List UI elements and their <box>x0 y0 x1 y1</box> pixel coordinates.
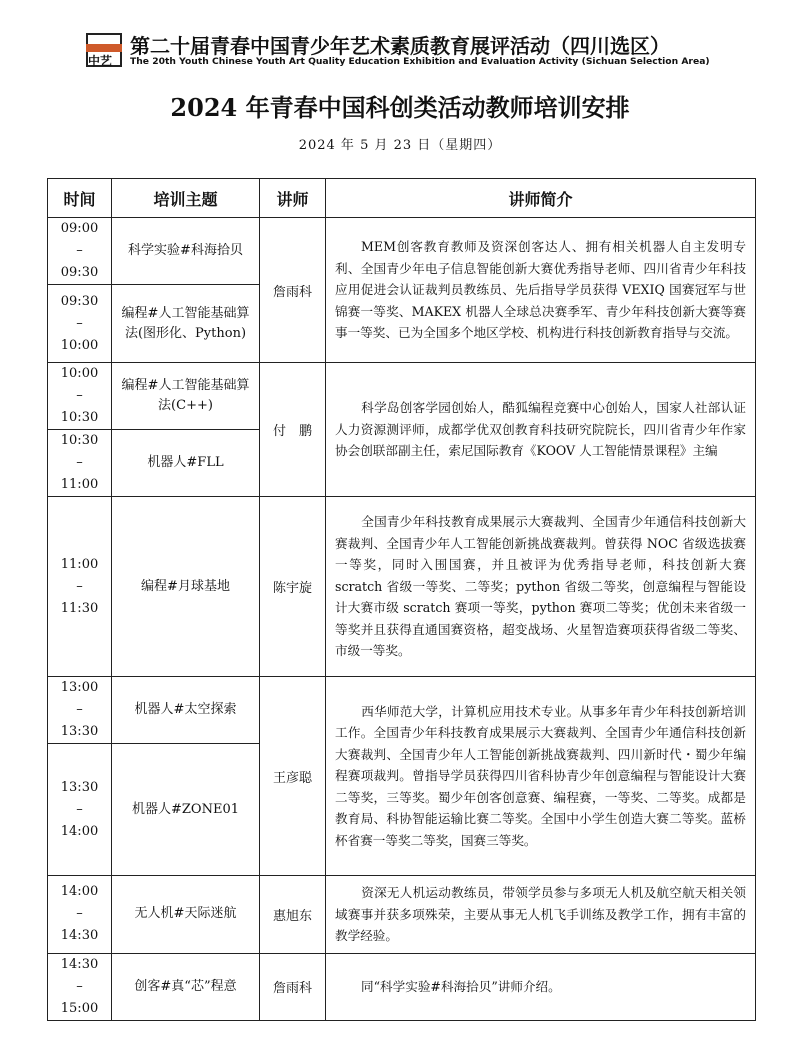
topic-cell: 机器人#ZONE01 <box>112 744 260 876</box>
lecturer-cell: 付 鹏 <box>260 363 326 497</box>
time-cell: 10:30 – 11:00 <box>48 430 112 497</box>
table-row <box>48 218 756 285</box>
bio-cell: 资深无人机运动教练员，带领学员参与多项无人机及航空航天相关领域赛事并获多项殊荣，主要从事无人机飞手训练及教学工作，拥有丰富的教学经验。 <box>326 876 756 954</box>
topic-cell: 编程#人工智能基础算法(图形化、Python) <box>112 285 260 363</box>
lecturer-cell: 詹雨科 <box>260 953 326 1020</box>
header-subtitle: The 20th Youth Chinese Youth Art Quality Education Exhibition and Evaluation Activity (Sichuan Selection Area) <box>130 56 710 67</box>
topic-cell: 科学实验#科海拾贝 <box>112 218 260 285</box>
bio-cell: 西华师范大学，计算机应用技术专业。从事多年青少年科技创新培训工作。全国青少年科技教育成果展示大赛裁判、全国青少年通信科技创新大赛裁判、全国青少年人工智能创新挑战赛裁判、四川新时代・蜀少年编程赛项裁判。曾指导学员获得四川省科协青少年创意编程与智能设计大赛二等奖，三等奖。蜀少年创客创意赛、编程赛，一等奖、二等奖。成都是教育局、科协智能运输比赛二等奖。全国中小学生创造大赛二等奖。蓝桥杯省赛一等奖二等奖，国赛三等奖。 <box>326 677 756 876</box>
topic-cell: 机器人#FLL <box>112 430 260 497</box>
document-date: 2024 年 5 月 23 日（星期四） <box>298 138 502 153</box>
header-title: 第二十届青春中国青少年艺术素质教育展评活动（四川选区） <box>130 34 670 58</box>
topic-cell: 编程#人工智能基础算法(C++) <box>112 363 260 430</box>
document-title: 2024 年青春中国科创类活动教师培训安排 <box>170 93 630 122</box>
time-cell: 13:00 – 13:30 <box>48 677 112 744</box>
header-bio: 讲师简介 <box>326 179 756 218</box>
lecturer-cell: 詹雨科 <box>260 218 326 363</box>
table-row <box>48 363 756 430</box>
header-topic: 培训主题 <box>112 179 260 218</box>
time-cell: 14:00 – 14:30 <box>48 876 112 954</box>
topic-cell: 编程#月球基地 <box>112 497 260 677</box>
time-cell: 09:00 – 09:30 <box>48 218 112 285</box>
bio-cell: 科学岛创客学园创始人，酷狐编程竞赛中心创始人，国家人社部认证人力资源测评师，成都学优双创教育科技研究院院长，四川省青少年作家协会创联部副主任，索尼国际教育《KOOV 人工智能情景课程》主编 <box>326 363 756 497</box>
table-header-row <box>48 179 756 218</box>
page-header <box>84 30 784 70</box>
lecturer-cell: 王彦聪 <box>260 677 326 876</box>
header-time: 时间 <box>48 179 112 218</box>
topic-cell: 创客#真“芯”程意 <box>112 953 260 1020</box>
table-row <box>48 497 756 677</box>
schedule-table <box>47 178 756 1021</box>
bio-cell: 全国青少年科技教育成果展示大赛裁判、全国青少年通信科技创新大赛裁判、全国青少年人工智能创新挑战赛裁判。曾获得 NOC 省级选拔赛一等奖，同时入围国赛，并且被评为优秀指导老师，科技创新大赛 scratch 省级一等奖、二等奖；python 省级二等奖，创意编程与智能设计大赛市级 scratch 赛项一等奖，python 赛项二等奖；优创未来省级一等奖并且获得直通国赛资格，超变战场、火星智造赛项获得省级二等奖、市级一等奖。 <box>326 497 756 677</box>
lecturer-cell: 陈宇旋 <box>260 497 326 677</box>
table-row <box>48 677 756 744</box>
time-cell: 13:30 – 14:00 <box>48 744 112 876</box>
bio-cell: 同“科学实验#科海拾贝”讲师介绍。 <box>326 953 756 1020</box>
time-cell: 14:30 – 15:00 <box>48 953 112 1020</box>
lecturer-cell: 惠旭东 <box>260 876 326 954</box>
time-cell: 11:00 – 11:30 <box>48 497 112 677</box>
time-cell: 10:00 – 10:30 <box>48 363 112 430</box>
bio-cell: MEM创客教育教师及资深创客达人、拥有相关机器人自主发明专利、全国青少年电子信息智能创新大赛优秀指导老师、四川省青少年科技应用促进会认证裁判员教练员、先后指导学员获得 VEXIQ 国赛冠军与世锦赛一等奖、MAKEX 机器人全球总决赛季军、青少年科技创新大赛等赛事一等奖、已为全国多个地区学校、机构进行科技创新教育指导与交流。 <box>326 218 756 363</box>
time-cell: 09:30 – 10:00 <box>48 285 112 363</box>
table-row <box>48 953 756 1020</box>
header-lecturer: 讲师 <box>260 179 326 218</box>
topic-cell: 机器人#太空探索 <box>112 677 260 744</box>
event-logo: 中艺 <box>84 30 126 70</box>
table-row <box>48 876 756 954</box>
topic-cell: 无人机#天际迷航 <box>112 876 260 954</box>
